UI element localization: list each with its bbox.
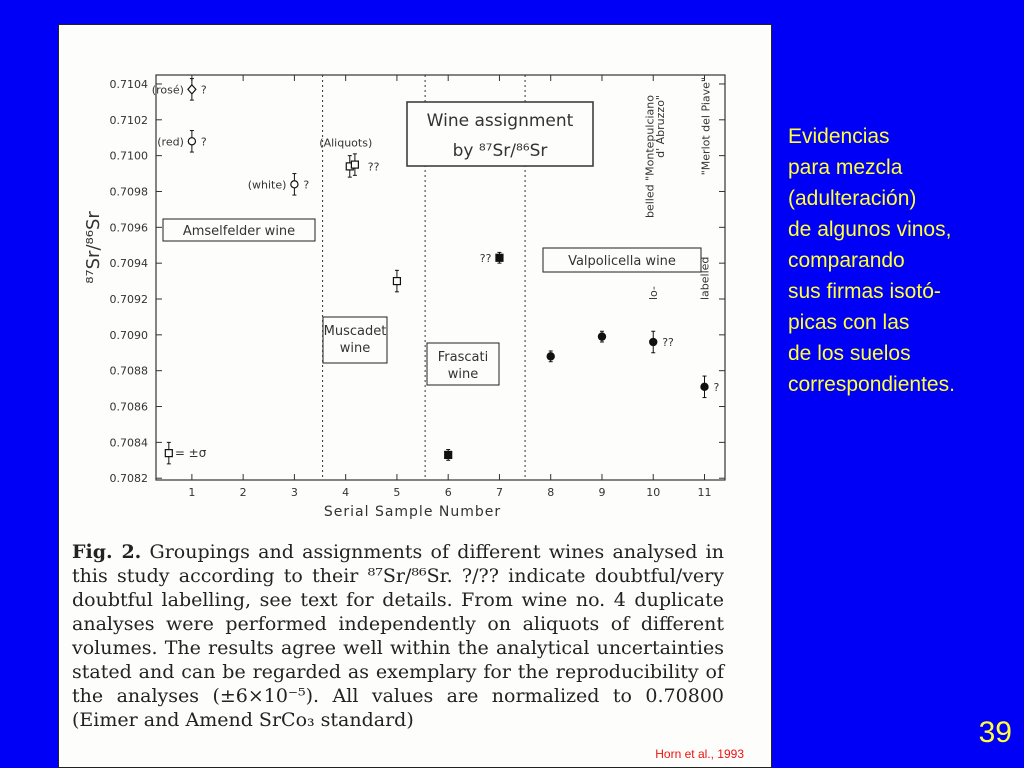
y-tick-label: 0.7104 <box>109 77 148 91</box>
vertical-annotation: belled "Montepulciano <box>643 95 657 218</box>
side-text-line: correspondientes. <box>788 373 955 396</box>
x-tick-label: 1 <box>188 486 196 499</box>
x-tick-label: 11 <box>697 486 712 499</box>
x-tick-label: 2 <box>239 486 247 499</box>
x-tick-label: 10 <box>646 486 661 499</box>
y-tick-label: 0.7090 <box>109 328 148 342</box>
y-tick-label: 0.7084 <box>109 436 148 450</box>
point-note: ? <box>713 380 720 394</box>
x-tick-label: 4 <box>342 486 350 499</box>
y-tick-label: 0.7094 <box>109 257 148 271</box>
error-legend-marker <box>165 450 172 457</box>
y-tick-label: 0.7098 <box>109 185 148 199</box>
vertical-annotation: "Merlot del Piave" <box>699 77 713 176</box>
x-tick-label: 3 <box>290 486 298 499</box>
side-text-line: Evidencias <box>788 125 890 148</box>
data-point <box>291 181 298 188</box>
x-axis-title: Serial Sample Number <box>323 504 502 520</box>
data-point <box>445 451 452 458</box>
vertical-annotation: labelled <box>698 256 712 300</box>
data-point <box>701 383 708 390</box>
chart-title: Wine assignment <box>426 111 574 131</box>
y-tick-label: 0.7086 <box>109 400 148 414</box>
data-point <box>393 278 400 285</box>
side-text-line: picas con las <box>788 311 910 334</box>
point-label: (rosé) <box>151 83 184 97</box>
point-label: (Aliquots) <box>319 136 373 150</box>
x-tick-label: 7 <box>495 486 503 499</box>
group-label: wine <box>447 367 479 382</box>
data-point <box>650 338 657 345</box>
side-text-line: sus firmas isotó- <box>788 280 941 303</box>
figure-panel <box>58 24 772 768</box>
y-tick-label: 0.7100 <box>109 149 148 163</box>
side-text-line: de los suelos <box>788 342 911 365</box>
point-note: ?? <box>662 336 674 350</box>
group-label: wine <box>339 341 371 356</box>
x-tick-label: 6 <box>444 486 452 499</box>
x-tick-label: 8 <box>547 486 555 499</box>
side-annotation <box>788 121 1018 400</box>
x-tick-label: 9 <box>598 486 606 499</box>
side-text-line: (adulteración) <box>788 187 917 210</box>
slide-number: 39 <box>978 716 1012 749</box>
y-tick-label: 0.7092 <box>109 293 148 307</box>
vertical-annotation: lo- <box>647 286 661 300</box>
vertical-annotation: d' Abruzzo" <box>653 95 667 158</box>
group-label: Muscadet <box>323 324 387 339</box>
data-point <box>351 161 358 168</box>
caption-text: Groupings and assignments of different wines analysed in this study according to their ⁸⁷Sr/⁸⁶Sr. ?/?? indicate doubtful/very doubtful labelling, see text for details. From wine no. 4 duplicate analyses were performed independently on aliquots of different volumes. The results agree well within the analytical uncertainties stated and can be regarded as exemplary for the reproducibility of the analyses (±6×10⁻⁵). All values are normalized to 0.70800 (Eimer and Amend SrCo₃ standard) <box>72 541 724 731</box>
side-text-line: comparando <box>788 249 905 272</box>
isotope-chart <box>59 25 771 535</box>
y-tick-label: 0.7102 <box>109 113 148 127</box>
group-label: Valpolicella wine <box>568 254 676 269</box>
point-note: ? <box>200 135 207 149</box>
group-label: Frascati <box>437 350 489 365</box>
y-axis-title: ⁸⁷Sr/⁸⁶Sr <box>83 211 104 284</box>
point-note: ?? <box>479 251 492 265</box>
point-label: (red) <box>157 135 184 149</box>
data-point <box>188 138 195 145</box>
data-point <box>188 85 196 94</box>
citation-credit: Horn et al., 1993 <box>655 747 744 761</box>
point-note: ? <box>200 83 207 97</box>
side-text-line: de algunos vinos, <box>788 218 952 241</box>
caption-label: Fig. 2. <box>72 541 142 563</box>
chart-title: by ⁸⁷Sr/⁸⁶Sr <box>452 141 548 161</box>
point-note: ? <box>303 178 310 192</box>
error-legend-label: = ±σ <box>174 446 207 461</box>
point-note: ?? <box>367 160 380 174</box>
y-tick-label: 0.7096 <box>109 221 148 235</box>
data-point <box>547 353 554 360</box>
y-tick-label: 0.7082 <box>109 472 148 486</box>
x-tick-label: 5 <box>393 486 401 499</box>
group-label: Amselfelder wine <box>182 224 296 239</box>
data-point <box>598 333 605 340</box>
data-point <box>496 254 503 261</box>
figure-caption <box>72 540 724 732</box>
point-label: (white) <box>247 178 287 192</box>
y-tick-label: 0.7088 <box>109 364 148 378</box>
side-text-line: para mezcla <box>788 156 903 179</box>
